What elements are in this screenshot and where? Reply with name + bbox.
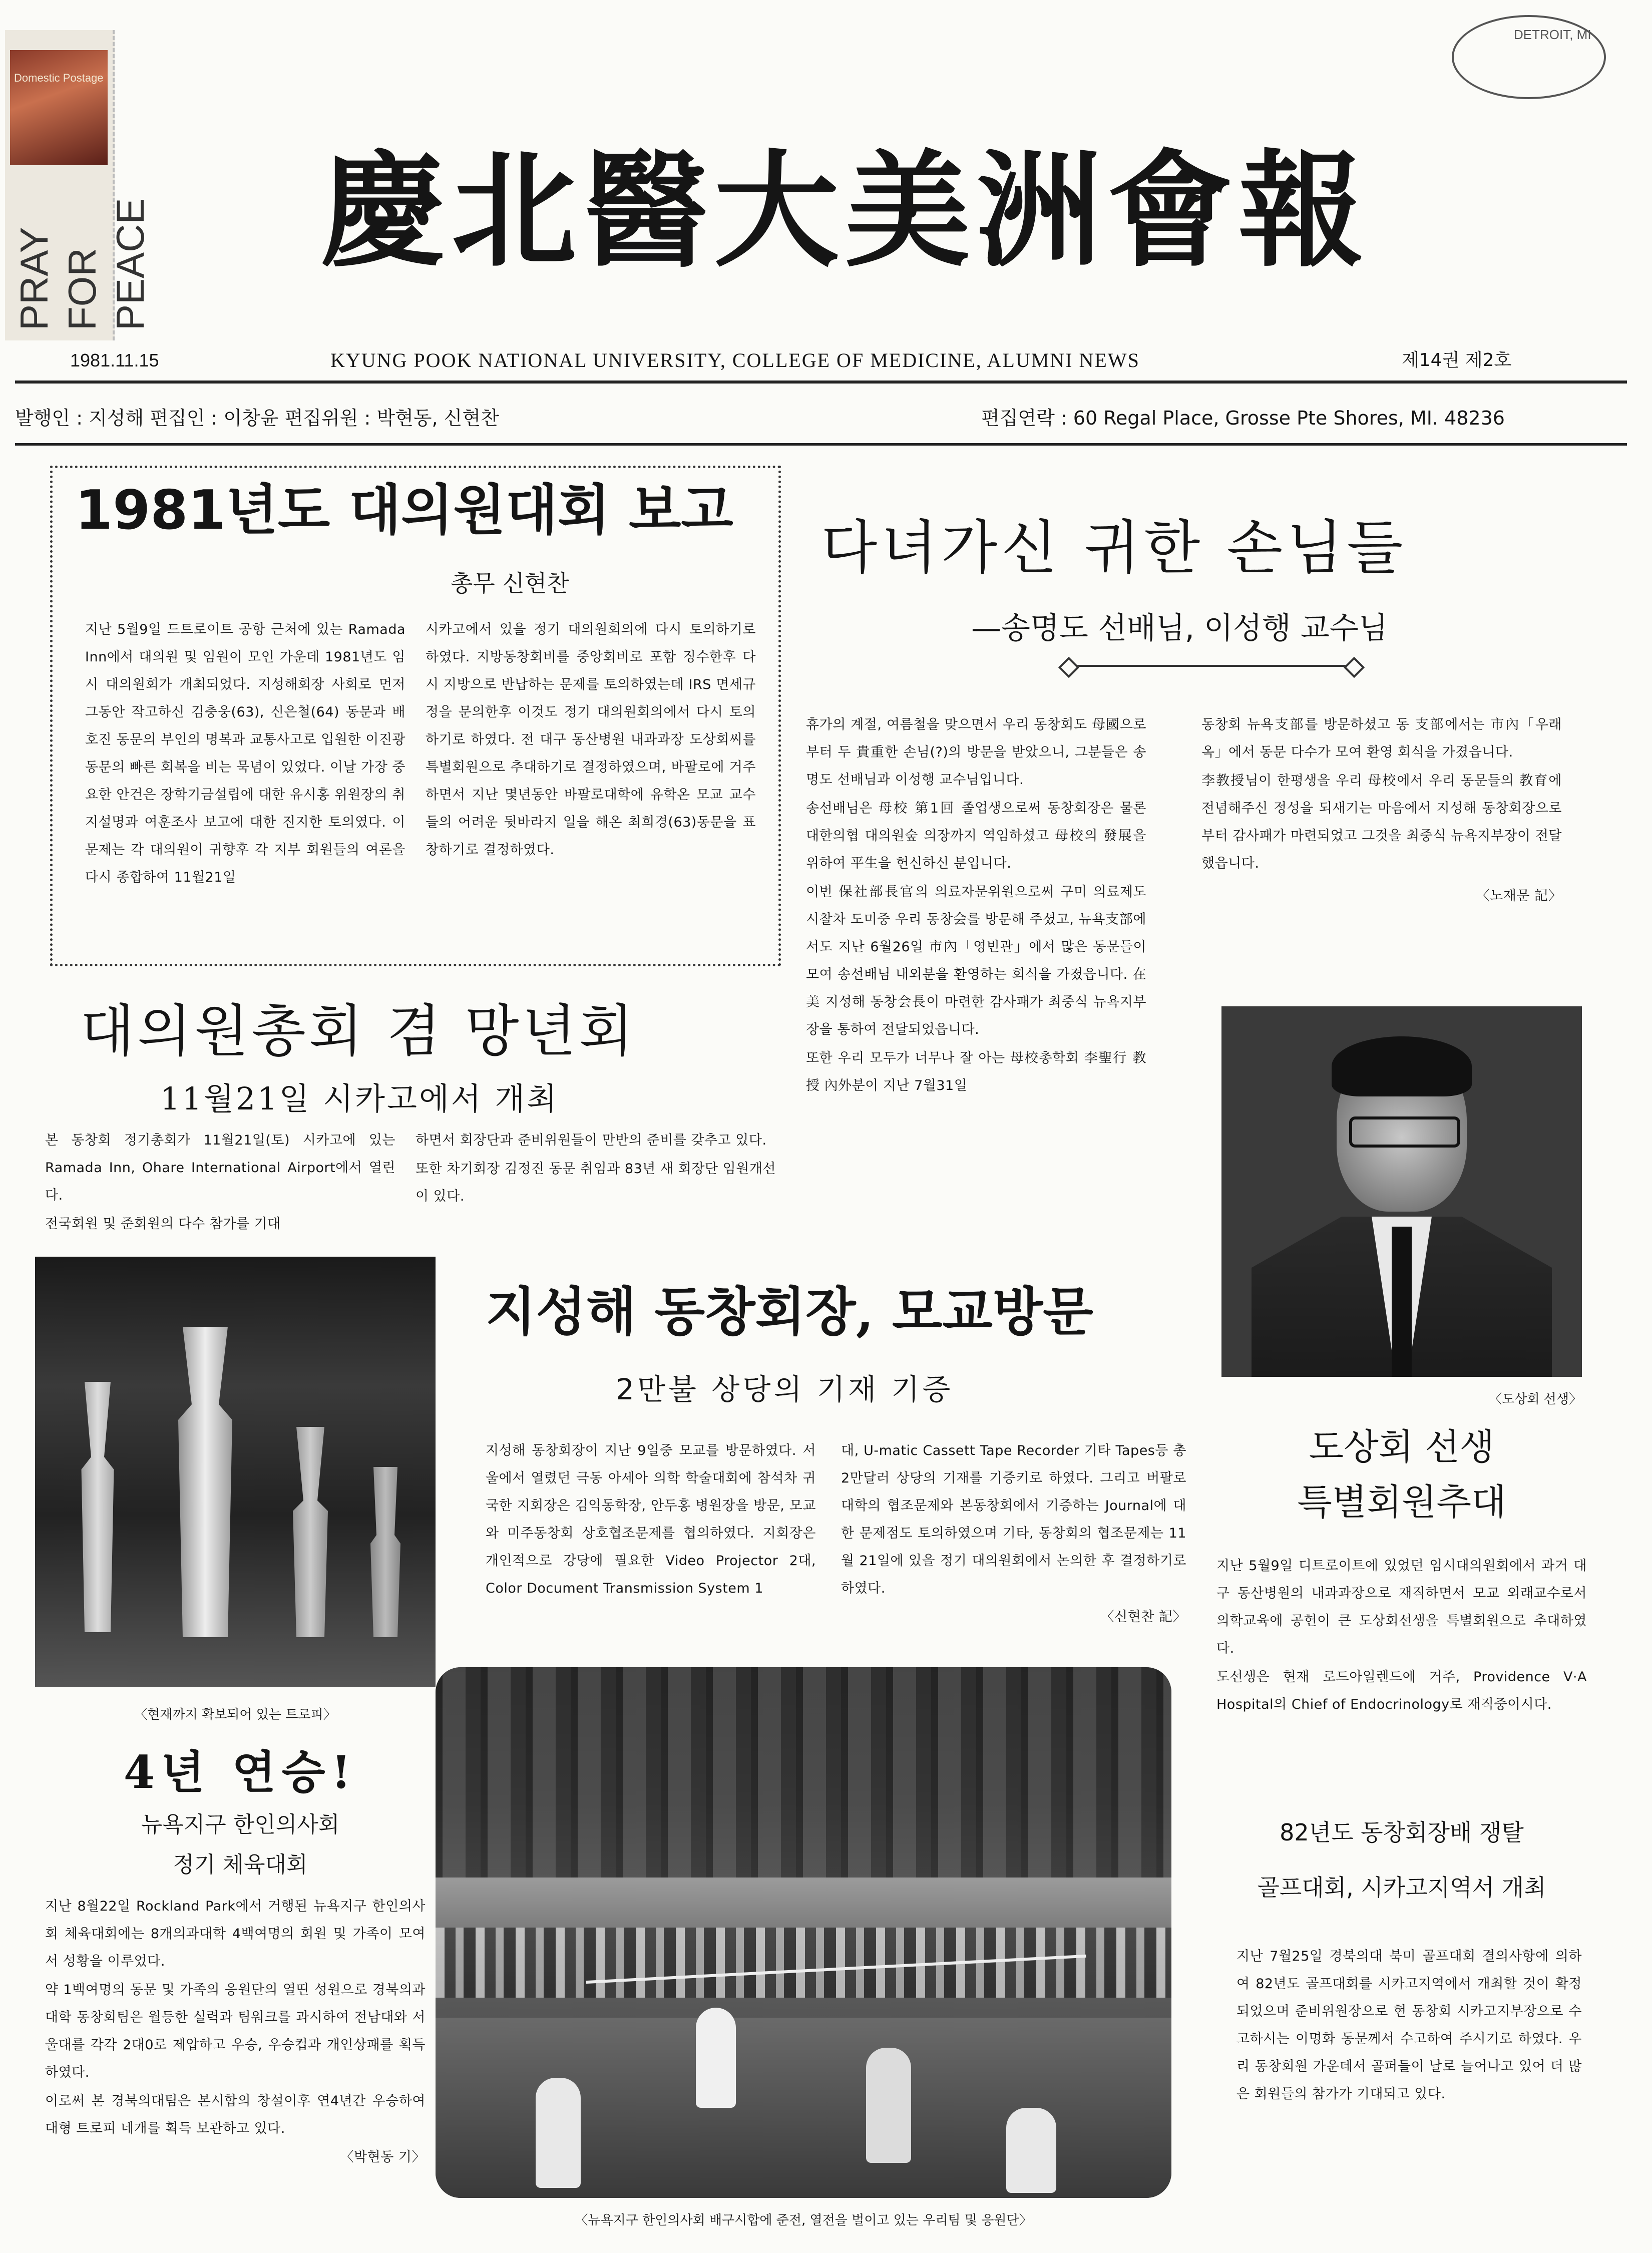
postage-stamp [5,30,152,340]
stamp-line-peace: PEACE [108,198,152,330]
masthead-rule-top [15,381,1627,384]
assembly-column-2 [416,1126,776,1211]
delegates-box-left [50,466,53,966]
portrait-tie [1392,1227,1412,1377]
guests-column-1 [806,711,1146,1100]
stamp-line-for: FOR [60,248,104,330]
portrait-glasses [1349,1116,1460,1148]
honorary-headline-1: 도상회 선생 [1309,1426,1495,1468]
pray-for-peace [10,180,152,330]
ornament-line [1071,665,1352,667]
volleyball-photo [436,1667,1171,2198]
golf-headline-1: 82년도 동창회장배 쟁탈 [1280,1819,1524,1846]
president-byline: 〈신현찬 記〉 [1100,1609,1186,1625]
player-3 [866,2048,911,2163]
portrait-photo [1221,1006,1582,1377]
delegates-column-1 [85,616,405,892]
assembly-paragraph-2: 전국회원 및 준회원의 다수 참가를 기대 [45,1216,281,1232]
portrait-hair [1332,1036,1472,1096]
trees [436,1667,1171,1878]
golf-paragraph-1: 지난 7월25일 경북의대 북미 골프대회 결의사항에 의하여 82년도 골프대회를 시카고지역에서 개최할 것이 확정되었으며 준비위원장으로 현 동창회 시카고지부장으로 수고하시는 이명화 동문께서 수고하여 주시기로 하였다. 우리 동창회원 가운데서 골퍼들이 날로 늘어나고 있어 더 많은 회원들의 참가가 기대되고 있다. [1236,1949,1582,2102]
president-subhead: 2만불 상당의 기재 기증 [616,1372,954,1406]
delegates-box-top [50,466,781,468]
stamp-postage-text: Domestic Postage [14,72,104,84]
sports-headline: 4년 연승! [123,1746,357,1799]
masthead-title: 慶北醫大美洲會報 [320,137,1370,284]
guests-column-2 [1201,711,1562,911]
postmark-text: DETROIT, MI [1514,27,1591,42]
delegates-byline: 총무 신현찬 [451,570,569,597]
guests-headline: 다녀가신 귀한 손님들 [821,514,1407,582]
guests-paragraph-1: 휴가의 계절, 여름철을 맞으면서 우리 동창회도 母國으로 부터 두 貴重한 손님(?)의 방문을 받았으니, 그분들은 송명도 선배님과 이성행 교수님입니다. [806,717,1146,788]
crowd [436,1928,1171,1998]
contact-line: 편집연락 : 60 Regal Place, Grosse Pte Shores, MI. 48236 [981,407,1505,429]
trophy-1 [65,1382,130,1632]
honorary-paragraph-1: 지난 5월9일 디트로이트에 있었던 임시대의원회에서 과거 대구 동산병원의 내과과장으로 재직하면서 모교 외래교수로서 의학교육에 공헌이 큰 도상회선생을 특별회원으로 추대하였다. [1216,1558,1587,1656]
sports-byline: 〈박현동 기〉 [340,2149,426,2165]
ornament-diamond-right [1344,657,1365,678]
sports-paragraph-3: 이로써 본 경북의대팀은 본시합의 창설이후 연4년간 우승하여 대형 트로피 네개를 획득 보관하고 있다. [45,2093,426,2136]
golf-column [1236,1943,1582,2109]
assembly-subhead: 11월21일 시카고에서 개최 [160,1080,559,1117]
assembly-headline: 대의원총회 겸 망년회 [80,999,636,1064]
sports-column [45,1893,426,2172]
president-paragraph-1: 지성해 동창회장이 지난 9일중 모교를 방문하였다. 서울에서 열렸던 극동 아세아 의학 학술대회에 참석차 귀국한 지회장은 김익동학장, 안두홍 병원장을 방문, 모교와 미주동창회 상호협조문제를 협의하였다. 지회장은 개인적으로 강당에 필요한 Video Projector 2대, Color Document Transmission System 1 [486,1443,816,1596]
guests-paragraph-2: 송선배님은 母校 第1回 졸업생으로써 동창회장은 물론 대한의협 대의원숲 의장까지 역임하셨고 母校의 發展을 위하여 平生을 헌신하신 분입니다. [806,801,1146,871]
assembly-column-1 [45,1126,395,1239]
guests-paragraph-3: 이번 保社部長官의 의료자문위원으로써 구미 의료제도 시찰차 도미중 우리 동창会를 방문해 주셨고, 뉴욕支部에서도 지난 6월26일 市內「영빈관」에서 많은 동문들이 모여 송선배님 내외분을 환영하는 회식을 가졌읍니다. 在美 지성해 동창会長이 마련한 감사패가 최중식 뉴욕지부장을 통하여 전달되었읍니다. [806,884,1146,1037]
honorary-paragraph-2: 도선생은 현재 로드아일렌드에 거주, Providence V·A Hospital의 Chief of Endocrinology로 재직중이시다. [1216,1669,1587,1712]
player-1 [536,2078,581,2188]
trophy-4 [355,1467,416,1637]
guests-ornament [1051,656,1372,676]
player-2 [696,2008,736,2108]
player-4 [1006,2108,1056,2193]
trophy-2 [160,1327,250,1637]
delegates-box-bottom [50,964,781,966]
trophy-photo [35,1257,436,1687]
stamp-line-pray: PRAY [12,227,56,330]
assembly-paragraph-4: 또한 차기회장 김정진 동문 취임과 83년 새 회장단 임원개선이 있다. [416,1161,776,1204]
guests-byline: 〈노재문 記〉 [1476,888,1562,904]
delegates-paragraph-1: 지난 5월9일 드트로이트 공항 근처에 있는 Ramada Inn에서 대의원 및 임원이 모인 가운데 1981년도 임시 대의원회가 개최되었다. 지성해회장 사회로 먼저 그동안 작고하신 김충웅(63), 신은철(64) 동문과 배호진 동문의 부인의 명복과 교통사고로 입원한 이진광 동문의 빠른 회복을 비는 묵념이 있었다. 이날 가장 중요한 안건은 장학기금설립에 대한 유시홍 위원장의 취지설명과 여훈조사 보고에 대한 진지한 토의였다. 이문제는 각 대의원이 귀향후 각 지부 회원들의 여론을 다시 종합하여 11월21일 [85,622,405,885]
sports-subhead-1: 뉴욕지구 한인의사회 [141,1812,340,1837]
golf-headline-2: 골프대회, 시카고지역서 개최 [1257,1874,1546,1901]
delegates-headline: 1981년도 대의원대회 보고 [75,479,733,542]
delegates-column-2 [426,616,756,865]
president-paragraph-2: 대, U-matic Cassett Tape Recorder 기타 Tapes등 총 2만달러 상당의 기재를 기증키로 하였다. 그리고 버팔로 대학의 협조문제와 본동창회에서 기증하는 Journal에 대한 문제점도 토의하였으며 기타, 동창회의 협조문제는 11월 21일에 있을 정기 대의원회에서 논의한 후 결정하기로 하였다. [841,1443,1186,1596]
guests-paragraph-5: 동창회 뉴욕支部를 방문하셨고 동 支部에서는 市內「우래옥」에서 동문 다수가 모여 환영 회식을 가졌읍니다. [1201,717,1562,760]
portrait-caption: 〈도상회 선생〉 [1489,1392,1582,1407]
ornament-diamond-left [1058,657,1079,678]
issue-date: 1981.11.15 [70,350,159,370]
masthead-rule-bottom [15,443,1627,446]
volleyball-caption: 〈뉴욕지구 한인의사회 배구시합에 준전, 열전을 벌이고 있는 우리팀 및 응원단〉 [575,2213,1032,2228]
postmark-top-right [1452,15,1606,99]
delegates-paragraph-2: 시카고에서 있을 정기 대의원회의에 다시 토의하기로 하였다. 지방동창회비를 중앙회비로 포함 징수한후 다시 지방으로 반납하는 문제를 토의하였는데 IRS 면세규정을 문의한후 이것도 정기 대의원회의에서 다시 토의하기로 하였다. 전 대구 동산병원 내과과장 도상회씨를 특별회원으로 추대하기로 결정하였으며, 바팔로에 거주하면서 지난 몇년동안 바팔로대학에 유학온 모교 교수들의 어려운 뒷바라지 일을 해온 최희경(63)동문을 표창하기로 결정하였다. [426,622,756,858]
trophy-caption: 〈현재까지 확보되어 있는 트로피〉 [134,1707,336,1722]
president-headline: 지성해 동창회장, 모교방문 [486,1281,1093,1342]
president-column-2 [841,1437,1186,1632]
publisher-line: 발행인 : 지성해 편집인 : 이창윤 편집위원 : 박현동, 신현찬 [15,407,499,429]
delegates-box-right [778,466,781,966]
honorary-column [1216,1552,1587,1719]
sports-paragraph-1: 지난 8월22일 Rockland Park에서 거행된 뉴욕지구 한인의사회 체육대회에는 8개의과대학 4백여명의 회원 및 가족이 모여서 성황을 이루었다. [45,1899,426,1969]
honorary-headline-2: 특별회원추대 [1297,1481,1506,1523]
assembly-paragraph-1: 본 동창회 정기총회가 11월21일(토) 시카고에 있는 Ramada Inn, Ohare International Airport에서 열린다. [45,1133,395,1203]
volume-number: 제14권 제2호 [1402,350,1512,370]
sports-paragraph-2: 약 1백여명의 동문 및 가족의 응원단의 열띤 성원으로 경북의과대학 동창회팀은 월등한 실력과 팀워크를 과시하여 전남대와 서울대를 각각 2대0로 제압하고 우승, 우승컵과 개인상패를 획득하였다. [45,1982,426,2080]
assembly-paragraph-3: 하면서 회장단과 준비위원들이 만반의 준비를 갖추고 있다. [416,1133,767,1148]
president-column-1 [486,1437,816,1603]
masthead-subtitle: KYUNG POOK NATIONAL UNIVERSITY, COLLEGE OF MEDICINE, ALUMNI NEWS [330,349,1140,371]
sports-subhead-2: 정기 체육대회 [173,1852,308,1878]
trophy-3 [275,1427,345,1637]
stamp-image [10,50,108,165]
guests-paragraph-4: 또한 우리 모두가 너무나 잘 아는 母校총학회 李聖行 教授 內外분이 지난 7월31일 [806,1050,1146,1093]
guests-subhead: —송명도 선배님, 이성행 교수님 [971,611,1388,646]
guests-paragraph-6: 李教授님이 한평생을 우리 母校에서 우리 동문들의 教育에 전념해주신 정성을 되새기는 마음에서 지성해 동창회장으로부터 감사패가 마련되었고 그것을 최중식 뉴욕지부장이 전달했읍니다. [1201,773,1562,871]
